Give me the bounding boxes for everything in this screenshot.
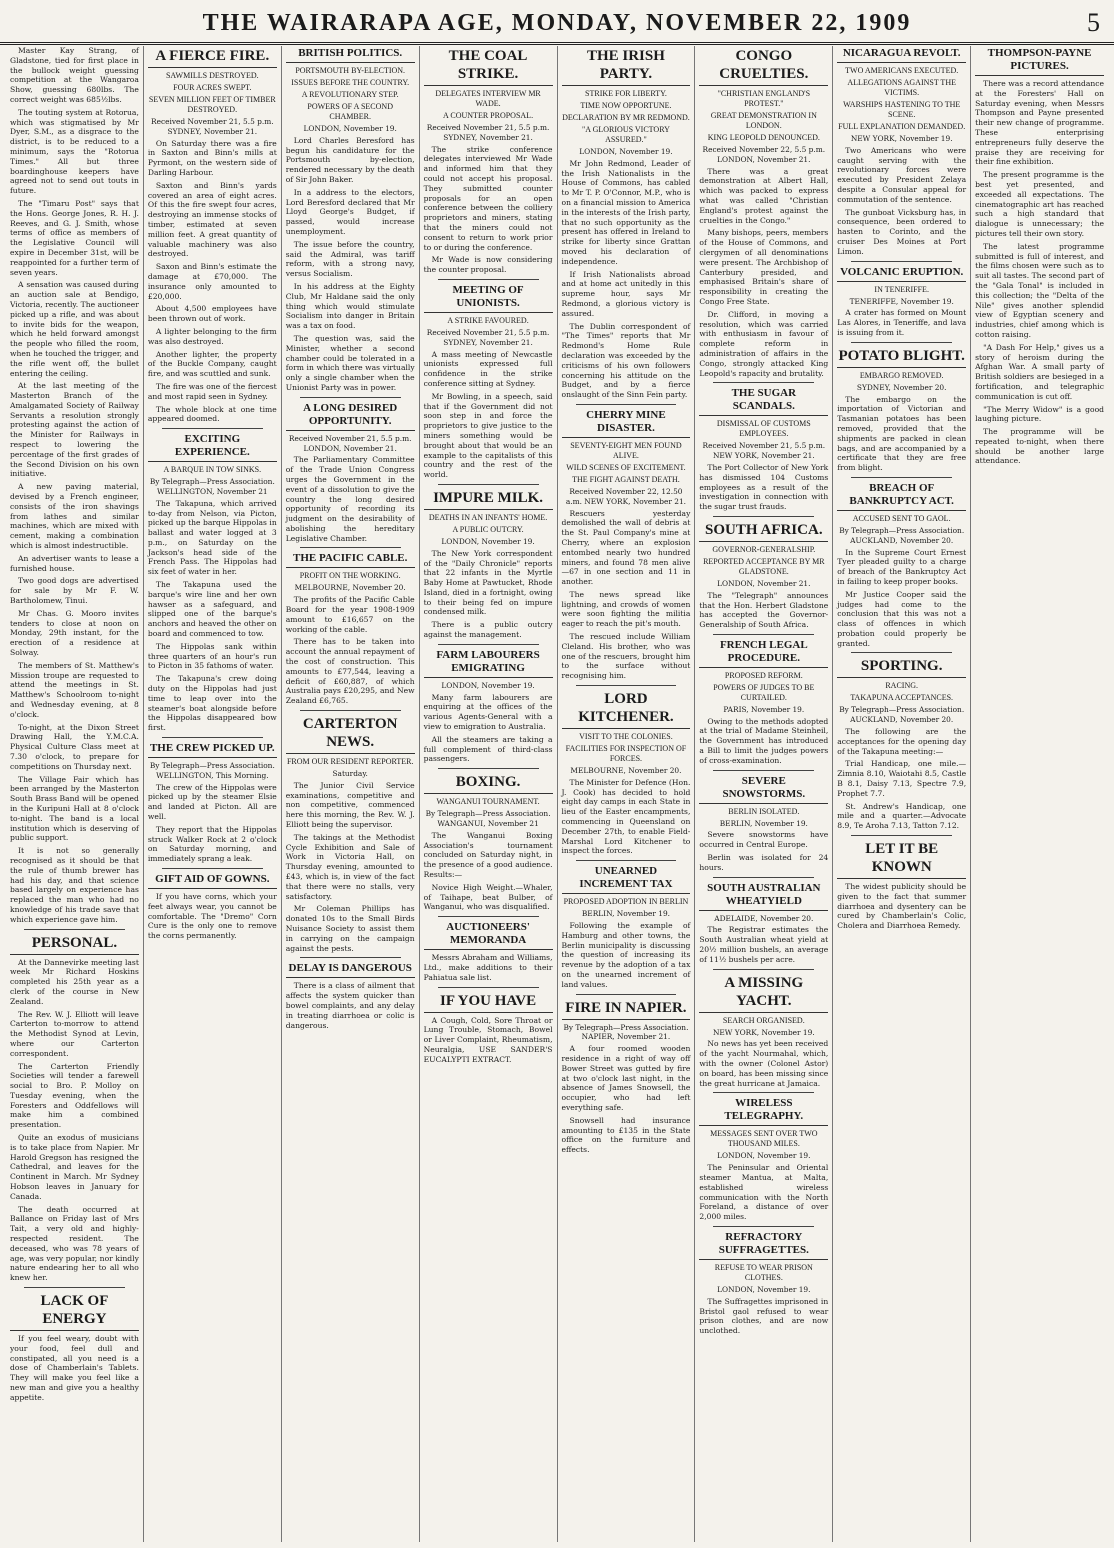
article xyxy=(424,992,553,1065)
article xyxy=(699,882,828,970)
article-paragraph: In his address at the Eighty Club, Mr Haldane said the only thing which would stimulate Socialism into danger in Britain was a tax on food. xyxy=(285,281,415,331)
article-subheading: SEARCH ORGANISED. xyxy=(722,1015,805,1025)
article-paragraph: The Carterton Friendly Societies will tender a farewell social to Bro. P. Molloy on Tuesday evening, when the Foresters and Oddfellows will make him a combined presentation. xyxy=(10,1061,139,1130)
article-paragraph: The crew of the Hippolas were picked up by the steamer Elsie and landed at Picton. All are well. xyxy=(147,782,277,822)
article-paragraph: The Takapuna used the barque's wire line and her own hawser as a safeguard, and slipped one of the barque's anchors and heaved the other on board and commenced to tow. xyxy=(147,580,277,639)
article xyxy=(424,47,553,280)
article xyxy=(699,639,828,771)
article-subheading: PROPOSED REFORM. xyxy=(724,670,803,680)
article-paragraph: On Saturday there was a fire in Saxton and Binn's mills at Pyrmont, on the western side of Darling Harbour. xyxy=(147,138,277,177)
article-dateline: Received November 21, 5.5 p.m. SYDNEY, November 21. xyxy=(426,327,550,347)
article-heading: FARM LABOURERS EMIGRATING xyxy=(424,649,553,678)
article-dateline: Received November 21, 5.5 p.m. LONDON, November 21. xyxy=(288,433,412,453)
section-divider xyxy=(851,652,952,653)
article-subheading: STRIKE FOR LIBERTY. xyxy=(585,89,667,98)
article-heading: CONGO CRUELTIES. xyxy=(699,47,828,86)
article-paragraph: The Dublin correspondent of "The Times" reports that Mr Redmond's Home Rule declaration was exceeded by the criticisms of his own followers concerning his attitude on the Budget, and by a fierce onslaught of the Sinn Fein party. xyxy=(561,321,691,400)
article-subheading: VISIT TO THE COLONIES. xyxy=(579,732,673,742)
article-subheading: A PUBLIC OUTCRY. xyxy=(452,524,524,534)
article-heading: SOUTH AFRICA. xyxy=(699,521,828,542)
article-subheading: GREAT DEMONSTRATION IN LONDON. xyxy=(710,111,817,130)
article-subheading: FULL EXPLANATION DEMANDED. xyxy=(838,122,966,131)
article-subheading: ALLEGATIONS AGAINST THE VICTIMS. xyxy=(847,78,956,97)
column-5 xyxy=(557,46,695,1542)
article-paragraph: Mr Coleman Phillips has donated 10s to the Small Birds Nuisance Society to assist them in carrying on the campaign against the pests. xyxy=(285,904,415,953)
article xyxy=(286,552,415,711)
article-paragraph: All the steamers are taking a full complement of third-class passengers. xyxy=(423,734,553,764)
article xyxy=(562,999,691,1155)
article-paragraph: An advertiser wants to lease a furnished house. xyxy=(10,553,139,573)
article xyxy=(699,47,828,383)
article-heading: CARTERTON NEWS. xyxy=(286,715,415,754)
article-heading: GIFT AID OF GOWNS. xyxy=(148,873,277,889)
article-paragraph: The "Telegraph" announces that the Hon. Herbert Gladstone has accepted the Governor-Generalship of South Africa. xyxy=(699,590,829,630)
article-paragraph: The strike conference delegates interviewed Mr Wade and informed him that they could not accept his proposal. They submitted counter proposals for an open conference between the colliery proprietors and miners, stating that the miners could not consent to return to work prior to or during the conference. xyxy=(423,144,553,252)
article-paragraph: In the Supreme Court Ernest Tyer pleaded guilty to a charge of breach of the Bankruptcy Act in failing to keep proper books. xyxy=(837,547,967,586)
article-paragraph: The programme will be repeated to-night, when there should be another large attendance. xyxy=(975,427,1104,466)
article-subheading: DECLARATION BY MR REDMOND. xyxy=(562,113,690,122)
article-subheading: DEATHS IN AN INFANTS' HOME. xyxy=(428,512,548,522)
article xyxy=(562,690,691,861)
section-divider xyxy=(438,644,539,645)
article-paragraph: The issue before the country, said the Admiral, was tariff reform, with a strong navy, versus Socialism. xyxy=(285,239,415,279)
article-heading: THE SUGAR SCANDALS. xyxy=(699,387,828,416)
article-subheading: TAKAPUNA ACCEPTANCES. xyxy=(850,693,954,703)
section-divider xyxy=(162,737,263,738)
article-paragraph: The Takapuna, which arrived to-day from Nelson, via Picton, picked up the barque Hippolas in ballast and water logged at 3 p.m., on Saturday on the Jackson's head side of the French Pass. The Hippolas had six feet of water in her. xyxy=(147,498,277,577)
section-divider xyxy=(576,860,677,861)
article-paragraph: The fire was one of the fiercest and most rapid seen in Sydney. xyxy=(147,381,277,401)
column-4 xyxy=(419,46,557,1542)
article-paragraph: Severe snowstorms have occurred in Central Europe. xyxy=(699,830,829,850)
article-paragraph: Two good dogs are advertised for sale by Mr F. W. Bartholomew, Tinui. xyxy=(10,576,139,606)
section-divider xyxy=(713,877,814,878)
article-paragraph: The news spread like lightning, and crowds of women were soon fighting the militia eager to reach the pit's mouth. xyxy=(561,589,691,629)
article-paragraph: There has to be taken into account the annual repayment of the cost of construction. This amounts to £77,544, leaving a deficit of £60,887, of which Australia pays £20,295, and New Zealand £6,765. xyxy=(285,637,415,706)
article xyxy=(699,1231,828,1336)
article-subheading: REFUSE TO WEAR PRISON CLOTHES. xyxy=(714,1263,813,1282)
article-heading: A MISSING YACHT. xyxy=(699,974,828,1013)
section-divider xyxy=(438,279,539,280)
article-paragraph: A crater has formed on Mount Las Alores, in Teneriffe, and lava is issuing from it. xyxy=(837,308,967,337)
article-paragraph: Novice High Weight.—Whaler, of Taihape, beat Bulber, of Wanganui, who was disqualified. xyxy=(423,882,553,912)
article-heading: AUCTIONEERS' MEMORANDA xyxy=(424,921,553,950)
article-paragraph: Saxon and Binn's estimate the damage at £70,000. The insurance only amounted to £20,000. xyxy=(147,262,277,301)
article-paragraph: The embargo on the importation of Victorian and Tasmanian potatoes has been removed, provided that the shipments are packed in clean bags, and are accompanied by a certificate that they are free from blight. xyxy=(837,394,967,473)
article-heading: A FIERCE FIRE. xyxy=(148,47,277,68)
article-heading: UNEARNED INCREMENT TAX xyxy=(562,865,691,894)
article-subheading: KING LEOPOLD DENOUNCED. xyxy=(707,133,820,142)
article-dateline: MELBOURNE, November 20. xyxy=(294,583,406,593)
column-3 xyxy=(281,46,419,1542)
article-dateline: By Telegraph—Press Association. WELLINGTON, November 21 xyxy=(149,477,275,496)
article-paragraph: At the last meeting of the Masterton Branch of the Amalgamated Society of Railway Servants a resolution strongly protesting against the action of the Minister for Railways in respect to lowering the percentage of the first grades of the Second Division on his own initiative. xyxy=(10,381,139,479)
article xyxy=(699,974,828,1094)
article-dateline: LONDON, November 21. xyxy=(717,578,811,588)
article-dateline: Received November 22, 12.50 a.m. NEW YORK, November 21. xyxy=(565,486,687,506)
masthead xyxy=(0,0,1114,45)
article-heading: THE IRISH PARTY. xyxy=(562,47,691,86)
article-paragraph: A new paving material, devised by a French engineer, consists of the iron shavings from lathes and similar machines, which are mixed with cement, making a combination which is almost indestructible. xyxy=(10,482,139,551)
article-subheading: A COUNTER PROPOSAL. xyxy=(443,111,534,120)
article-paragraph: Mr Chas. G. Mooro invites tenders to close at noon on Monday, 29th instant, for the erection of a residence at Solway. xyxy=(10,608,139,658)
article-paragraph: The following are the acceptances for the opening day of the Takapuna meeting:— xyxy=(837,727,967,756)
article-heading: PERSONAL. xyxy=(10,934,139,955)
article-paragraph: A Cough, Cold, Sore Throat or Lung Trouble, Stomach, Bowel or Liver Complaint, Rheumatism, Neuralgia, USE SANDER'S EUCALYPTI EXTRACT. xyxy=(423,1015,553,1064)
article-subheading: POWERS OF A SECOND CHAMBER. xyxy=(307,102,393,121)
article xyxy=(699,1097,828,1227)
article-paragraph: The New York correspondent of the "Daily Chronicle" reports that 22 infants in the Myrtle Baby Home at Pawtucket, Rhode Island, died in a fortnight, owing to their being fed on impure condensed milk. xyxy=(423,548,553,617)
section-divider xyxy=(851,477,952,478)
article xyxy=(699,775,828,878)
article-paragraph: The members of St. Matthew's Mission troupe are requested to attend the meetings in St. Matthew's Schoolroom to-night and Wednesday evening, at 8 o'clock. xyxy=(10,660,139,719)
article-dateline: ADELAIDE, November 20. xyxy=(714,913,814,923)
article-paragraph: The takings at the Methodist Cycle Exhibition and Sale of Work in Victoria Hall, on Thursday evening, amounted to £43, which is, in view of the fact that there were no stalls, very satisfactory. xyxy=(285,832,415,901)
article xyxy=(699,387,828,517)
section-divider xyxy=(162,868,263,869)
page-number: 5 xyxy=(1087,8,1100,37)
section-divider xyxy=(713,1092,814,1093)
section-divider xyxy=(438,484,539,485)
article-paragraph: About 4,500 employees have been thrown out of work. xyxy=(147,304,277,324)
article-paragraph: It is not so generally recognised as it should be that the rule of thumb brewer has had his day, and that science based largely on experience has replaced the man who had no knowledge of his trade save that which experience gave him. xyxy=(10,846,139,924)
article-paragraph: No news has yet been received of the yacht Nourmahal, which, with the owner (Colonel Astor) on board, has been missing since the great hurricane at Jamaica. xyxy=(699,1039,829,1088)
section-divider xyxy=(438,987,539,988)
article-paragraph: The Peninsular and Oriental steamer Mantua, at Malta, established wireless communication with the North Foreland, a distance of over 2,000 miles. xyxy=(699,1163,829,1222)
article-subheading: RACING. xyxy=(885,681,919,691)
article-paragraph: A mass meeting of Newcastle unionists expressed full confidence in the strike conference sitting at Sydney. xyxy=(423,349,553,388)
article-dateline: By Telegraph—Press Association. NAPIER, November 21. xyxy=(563,1022,689,1042)
section-divider xyxy=(300,957,401,958)
article-subheading: A STRIKE FAVOURED. xyxy=(447,315,529,325)
article-dateline: By Telegraph—Press Association. AUCKLAND, November 20. xyxy=(839,525,965,545)
article xyxy=(424,921,553,987)
article xyxy=(10,934,139,1289)
section-divider xyxy=(851,835,952,836)
section-divider xyxy=(300,547,401,548)
article-subheading: FACILITIES FOR INSPECTION OF FORCES. xyxy=(565,744,687,764)
article-subheading: PROFIT ON THE WORKING. xyxy=(299,571,401,581)
article-paragraph: "A Dash For Help," gives us a story of heroism during the Afghan War. A small party of British soldiers are besieged in a fortification, and telegraphic communication is cut off. xyxy=(975,342,1104,401)
article-heading: NICARAGUA REVOLT. xyxy=(837,47,966,63)
article-paragraph: There is a public outcry against the management. xyxy=(423,620,553,640)
article-paragraph: A four roomed wooden residence in a right of way off Bower Street was gutted by fire at two o'clock last night, in the absence of James Snowsell, the occupier, who had left everything safe. xyxy=(561,1044,691,1112)
article-heading: THE CREW PICKED UP. xyxy=(148,742,277,758)
article-paragraph: Many farm labourers are enquiring at the offices of the various Agents-General with a view to emigration to Australia. xyxy=(423,692,553,732)
section-divider xyxy=(576,994,677,995)
article-paragraph: Messrs Abraham and Williams, Ltd., make additions to their Pahiatua sale list. xyxy=(423,953,553,982)
article-dateline: Received November 21, 5.5 p.m. SYDNEY, November 21. xyxy=(426,123,550,142)
article-paragraph: The Registrar estimates the South Australian wheat yield at 20½ million bushels, an average of 11½ bushels per acre. xyxy=(699,925,829,964)
article-dateline: LONDON, November 19. xyxy=(717,1285,811,1294)
article-dateline: LONDON, November 19. xyxy=(441,680,535,690)
article-subheading: TWO AMERICANS EXECUTED. xyxy=(845,66,959,75)
article xyxy=(699,521,828,635)
article-subheading: WANGANUI TOURNAMENT. xyxy=(436,797,540,807)
article-heading: CHERRY MINE DISASTER. xyxy=(562,409,691,438)
article-paragraph: Two Americans who were caught serving with the revolutionary forces were executed by President Zelaya despite a Consular appeal for commutation of the sentence. xyxy=(837,145,967,204)
article-paragraph: Following the example of Hamburg and other towns, the Berlin municipality is discussing the question of increasing its revenue by the adoption of a tax on the unearned increment of land values. xyxy=(561,921,691,989)
article-subheading: WILD SCENES OF EXCITEMENT. xyxy=(566,462,686,472)
article-paragraph: To-night, at the Dixon Street Drawing Hall, the Y.M.C.A. Physical Culture Class meet at 7.30 o'clock, to prepare for competitions on Thursday next. xyxy=(10,722,139,771)
section-divider xyxy=(713,382,814,383)
article xyxy=(424,649,553,769)
article-paragraph: At the Dannevirke meeting last week Mr Richard Hoskins completed his 25th year as a clerk of the course in New Zealand. xyxy=(10,957,139,1006)
article xyxy=(10,1292,139,1403)
article-subheading: ISSUES BEFORE THE COUNTRY. xyxy=(291,78,410,87)
article-paragraph: Mr Bowling, in a speech, said that if the Government did not soon step in and force the proprietors to give justice to the miners something would be brought about that would be an example to the capitalists of this country and the rest of the world. xyxy=(423,391,553,480)
article-dateline: Saturday. xyxy=(332,769,368,779)
article-paragraph: There was a record attendance at the Foresters' Hall on Saturday evening, when Messrs Thompson and Payne presented their new change of programme. These enterprising entrepreneurs fully deserve the praise they are receiving for their fine exhibition. xyxy=(975,79,1104,167)
article-heading: VOLCANIC ERUPTION. xyxy=(837,266,966,282)
article-paragraph: Snowsell had insurance amounting to £135 in the State office on the furniture and effects. xyxy=(561,1115,691,1155)
column-6 xyxy=(694,46,832,1542)
section-divider xyxy=(438,916,539,917)
article-paragraph: The rescued include William Cleland. His brother, who was one of the rescuers, brought him to the surface without recognising him. xyxy=(561,632,691,681)
article-paragraph: There was a great demonstration at Albert Hall, which was packed to express what was called "Christian England's protest against the cruelties in the Congo." xyxy=(699,166,829,225)
article xyxy=(837,347,966,478)
article-subheading: REPORTED ACCEPTANCE BY MR GLADSTONE. xyxy=(703,556,825,576)
article-paragraph: The Hippolas sank within three quarters of an hour's run to Picton in 35 fathoms of water. xyxy=(147,641,277,671)
article-paragraph: The Village Fair which has been arranged by the Masterton South Brass Band will be opened in the Kuripuni Hall at 8 o'clock to-night. The band is a local institution which is deserving of public support. xyxy=(10,774,139,843)
article-paragraph: Berlin was isolated for 24 hours. xyxy=(699,853,829,872)
article-subheading: PORTSMOUTH BY-ELECTION. xyxy=(295,66,406,75)
article-heading: MEETING OF UNIONISTS. xyxy=(424,284,553,313)
article-paragraph: If you feel weary, doubt with your food, feel dull and constipated, all you need is a dose of Chamberlain's Tablets. They will make you feel like a new man and give you a healthy appetite. xyxy=(10,1334,139,1402)
article-paragraph: Rescuers yesterday demolished the wall of debris at the St. Paul Company's mine at Cherry, where an explosion entombed nearly two hundred miners, and found 78 men alive—67 in one section and 11 in another. xyxy=(561,508,691,587)
article-heading: SPORTING. xyxy=(837,657,966,678)
article-paragraph: Dr. Clifford, in moving a resolution, which was carried with enthusiasm in favour of complete reform in administration of affairs in the Congo, strongly attacked King Leopold's rapacity and brutality. xyxy=(699,309,829,378)
column-1 xyxy=(6,46,143,1542)
article-paragraph: The Takapuna's crew doing duty on the Hippolas had just time to leap over into the steamer's boat alongside before the Hippolas disappeared bow first. xyxy=(147,674,277,733)
article-heading: LORD KITCHENER. xyxy=(562,690,691,729)
article-paragraph: Trial Handicap, one mile.—Zimnia 8.10, Waiotahi 8.5, Castle B 8.1, Daisy 7.13, Spectre 7.9, Prophet 7.7. xyxy=(837,759,967,798)
article-paragraph: The present programme is the best yet presented, and exceeded all expectations. The cinematographic art has reached such a high standard that dialogue is unnecessary; the pictures tell their own story. xyxy=(975,170,1104,238)
article-paragraph: The touting system at Rotorua, which was stigmatised by Mr Dyer, S.M., as a disgrace to the district, is to be reduced to a minimum, says the "Rotorua Times." All but three boardinghouse keepers have agreed not to send out touts in future. xyxy=(10,107,139,196)
article-dateline: BERLIN, November 19. xyxy=(719,818,808,828)
article-heading: FIRE IN NAPIER. xyxy=(562,999,691,1020)
article-subheading: THE FIGHT AGAINST DEATH. xyxy=(572,474,680,484)
section-divider xyxy=(576,404,677,405)
section-divider xyxy=(576,685,677,686)
article-subheading: "A GLORIOUS VICTORY ASSURED." xyxy=(582,125,670,144)
article-paragraph: The "Timaru Post" says that the Hons. George Jones, R. H. J. Reeves, and G. J. Smith, whose terms of office as members of the Legislative Council will expire in December 31st, will be reappointed for a further term of seven years. xyxy=(10,198,139,277)
article-paragraph: Another lighter, the property of the Buckle Company, caught fire, and was scuttled and sunk. xyxy=(147,349,277,379)
article-dateline: NEW YORK, November 19. xyxy=(712,1027,815,1037)
article-heading: BRITISH POLITICS. xyxy=(286,47,415,63)
article-paragraph: Saxton and Binn's yards covered an area of eight acres. Of this the fire swept four acres, destroying an immense stocks of timber, estimated at seven million feet. A great quantity of valuable machinery was also destroyed. xyxy=(147,180,277,259)
article xyxy=(148,873,277,941)
article-subheading: A REVOLUTIONARY STEP. xyxy=(301,90,399,99)
article-heading: SOUTH AUSTRALIAN WHEATYIELD xyxy=(699,882,828,911)
section-divider xyxy=(24,929,125,930)
article-paragraph: The widest publicity should be given to the fact that summer diarrhoea and dysentery can be cured by Chamberlain's Colic, Cholera and Diarrhoea Remedy. xyxy=(837,882,967,931)
article-dateline: PARIS, November 19. xyxy=(723,704,805,714)
article-dateline: MELBOURNE, November 20. xyxy=(570,766,682,776)
section-divider xyxy=(713,770,814,771)
article-subheading: SEVEN MILLION FEET OF TIMBER DESTROYED. xyxy=(148,95,276,114)
article-subheading: FOUR ACRES SWEPT. xyxy=(173,83,252,92)
article xyxy=(837,482,966,654)
article-paragraph: A lighter belonging to the firm was also destroyed. xyxy=(147,326,277,346)
article-subheading: "CHRISTIAN ENGLAND'S PROTEST." xyxy=(717,89,811,108)
article-heading: FRENCH LEGAL PROCEDURE. xyxy=(699,639,828,668)
article xyxy=(837,47,966,262)
article-paragraph: If you have corns, which your feet always wear, you cannot be comfortable. The "Dremo" Corn Cure is the only one to remove the corns permanently. xyxy=(147,892,277,941)
article-dateline: Received November 21, 5.5 p.m. NEW YORK, November 21. xyxy=(702,441,826,461)
column-7 xyxy=(832,46,970,1542)
section-divider xyxy=(24,1287,125,1288)
article-subheading: SEVENTY-EIGHT MEN FOUND ALIVE. xyxy=(570,440,682,460)
article-heading: THOMPSON-PAYNE PICTURES. xyxy=(975,47,1104,76)
article-subheading: EMBARGO REMOVED. xyxy=(859,370,944,380)
article-heading: IMPURE MILK. xyxy=(424,489,553,510)
article xyxy=(837,266,966,343)
article-dateline: BERLIN, November 19. xyxy=(581,909,670,919)
article-paragraph: "The Merry Widow" is a good laughing picture. xyxy=(975,404,1104,424)
article-paragraph: The Parliamentary Committee of the Trade Union Congress urges the Government in the event of a dissolution to give the country the long desired opportunity of recording its judgment on the desirability of abolishing the hereditary Legislative Chamber. xyxy=(285,455,415,543)
article-subheading: IN TENERIFFE. xyxy=(874,284,929,294)
article-subheading: FROM OUR RESIDENT REPORTER. xyxy=(286,757,414,767)
article-dateline: LONDON, November 19. xyxy=(579,147,673,156)
masthead-title: THE WAIRARAPA AGE, MONDAY, NOVEMBER 22, 1909 xyxy=(202,10,912,36)
article-heading: WIRELESS TELEGRAPHY. xyxy=(699,1097,828,1126)
article xyxy=(837,840,966,931)
article xyxy=(148,433,277,738)
article-subheading: ACCUSED SENT TO GAOL. xyxy=(852,513,951,523)
article-paragraph: Mr John Redmond, Leader of the Irish Nationalists in the House of Commons, has cabled to Mr T. P. O'Connor, M.P., who is on a financial mission to America in the interests of the Irish party, that no such opportunity as the present has offered in Ireland to strike for liberty since Grattan moved his declaration of independence. xyxy=(561,158,691,266)
article xyxy=(148,47,277,429)
article-dateline: By Telegraph—Press Association. WELLINGTON, This Morning. xyxy=(149,761,275,780)
article-subheading: SAWMILLS DESTROYED. xyxy=(165,71,259,80)
article xyxy=(10,46,139,930)
article-heading: BOXING. xyxy=(424,773,553,794)
article-paragraph: Lord Charles Beresford has begun his candidature for the Portsmouth by-election, rendered necessary by the death of Sir John Baker. xyxy=(285,135,415,184)
article-paragraph: Many bishops, peers, members of the House of Commons, and clergymen of all denominations were present. The Archbishop of Canterbury presided, and emphasised Britain's share of responsibility in creating the Congo Free State. xyxy=(699,228,829,306)
article-paragraph: The question was, said the Minister, whether a second chamber could be tolerated in a form in which there was virtually only a single chamber when the Unionist Party was in power. xyxy=(285,333,415,392)
columns-container xyxy=(6,46,1108,1542)
article-paragraph: The Port Collector of New York has dismissed 104 Customs employees as a result of the investigation in connection with the sugar trust frauds. xyxy=(699,462,829,512)
article-paragraph: Mr Wade is now considering the counter proposal. xyxy=(423,255,553,275)
article-heading: LACK OF ENERGY xyxy=(10,1292,139,1331)
article-paragraph: The profits of the Pacific Cable Board for the year 1908-1909 amount to £16,657 on the working of the cable. xyxy=(285,595,415,634)
article xyxy=(286,715,415,958)
article-paragraph: The latest programme submitted is full of interest, and the films chosen were such as to suit all tastes. The second part of the "Gala Tonal" is included in this collection; the "Delta of the Nile" gives another splendid view of Egyptian scenery and industries, chief among which is cotton raising. xyxy=(975,241,1104,339)
section-divider xyxy=(713,969,814,970)
column-8 xyxy=(970,46,1108,1542)
article-dateline: By Telegraph—Press Association. WANGANUI, November 21 xyxy=(425,809,551,829)
article-paragraph: The whole block at one time appeared doomed. xyxy=(147,404,277,424)
article xyxy=(424,489,553,645)
article-heading: IF YOU HAVE xyxy=(424,992,553,1013)
article xyxy=(286,402,415,549)
article-heading: BREACH OF BANKRUPTCY ACT. xyxy=(837,482,966,511)
article-dateline: Received November 22, 5.5 p.m. LONDON, November 21. xyxy=(702,145,826,164)
article-paragraph: In a address to the electors, Lord Beresford declared that Mr Lloyd George's Budget, if passed, would increase unemployment. xyxy=(285,187,415,236)
article-paragraph: There is a class of ailment that affects the system quicker than bowel complaints, and any delay in treating diarrhoea or colic is dangerous. xyxy=(285,981,415,1030)
article-subheading: A BARQUE IN TOW SINKS. xyxy=(163,465,262,475)
section-divider xyxy=(162,428,263,429)
article-heading: REFRACTORY SUFFRAGETTES. xyxy=(699,1231,828,1260)
section-divider xyxy=(851,342,952,343)
article-paragraph: The death occurred at Ballance on Friday last of Mrs Tait, a very old and highly-respected resident. The deceased, who was 78 years of age, was very popular, nor kindly nature endearing her to all who knew her. xyxy=(10,1204,139,1283)
article xyxy=(286,47,415,398)
article-paragraph: They report that the Hippolas struck Walker Rock at 2 o'clock on Saturday morning, and immediately sprang a leak. xyxy=(147,824,277,864)
article-heading: LET IT BE KNOWN xyxy=(837,840,966,879)
article-heading: THE PACIFIC CABLE. xyxy=(286,552,415,568)
section-divider xyxy=(713,516,814,517)
article xyxy=(562,865,691,994)
article-paragraph: Mr Justice Cooper said the judges had come to the conclusion that this was not a class of offences in which probation could properly be granted. xyxy=(837,589,967,648)
article-subheading: WARSHIPS HASTENING TO THE SCENE. xyxy=(843,100,961,119)
article-heading: DELAY IS DANGEROUS xyxy=(286,962,415,978)
section-divider xyxy=(713,1226,814,1227)
article-paragraph: Master Kay Strang, of Gladstone, tied for first place in the bullock weight guessing competition at the Wangaroa Show, guessing 680lbs. The correct weight was 685½lbs. xyxy=(10,46,139,104)
article-heading: SEVERE SNOWSTORMS. xyxy=(699,775,828,804)
article-subheading: GOVERNOR-GENERALSHIP. xyxy=(712,544,816,554)
article-paragraph: If Irish Nationalists abroad and at home act unitedly in this supreme hour, says Mr Redmond, a glorious victory is assured. xyxy=(561,269,691,318)
article xyxy=(562,409,691,686)
section-divider xyxy=(851,261,952,262)
article-paragraph: The gunboat Vicksburg has, in consequence, been ordered to hasten to Corinto, and the cruiser Des Moines at Port Limon. xyxy=(837,207,967,256)
article xyxy=(424,284,553,485)
article-heading: A LONG DESIRED OPPORTUNITY. xyxy=(286,402,415,431)
section-divider xyxy=(438,768,539,769)
article-heading: THE COAL STRIKE. xyxy=(424,47,553,86)
article xyxy=(286,962,415,1030)
article-dateline: Received November 21, 5.5 p.m. SYDNEY, November 21. xyxy=(151,117,274,136)
article-heading: POTATO BLIGHT. xyxy=(837,347,966,368)
article-dateline: LONDON, November 19. xyxy=(717,1151,811,1161)
article xyxy=(975,47,1104,466)
article-paragraph: Quite an exodus of musicians is to take place from Napier. Mr Harold Gregson has resigned the Cathedral, and leaves for the Continent in March. Mr Sydney Hobson leaves in January for Canada. xyxy=(10,1133,139,1201)
article-paragraph: The Rev. W. J. Elliott will leave Carterton to-morrow to attend the Methodist Synod at Levin, where our Carterton correspondent. xyxy=(10,1009,139,1058)
article-subheading: MESSAGES SENT OVER TWO THOUSAND MILES. xyxy=(710,1129,818,1149)
article-subheading: BERLIN ISOLATED. xyxy=(728,806,800,816)
article-dateline: LONDON, November 19. xyxy=(441,536,535,546)
article xyxy=(424,773,553,917)
article-heading: EXCITING EXPERIENCE. xyxy=(148,433,277,462)
article-dateline: By Telegraph—Press Association. AUCKLAND, November 20. xyxy=(839,705,965,725)
section-divider xyxy=(300,710,401,711)
article-paragraph: Owing to the methods adopted at the trial of Madame Steinheil, the Government has introduced a Bill to limit the judges powers of cross-examination. xyxy=(699,716,829,765)
article-subheading: TIME NOW OPPORTUNE. xyxy=(580,101,672,110)
article-paragraph: St. Andrew's Handicap, one mile and a quarter.—Advocate 8.9, Te Aroha 7.13, Tatton 7.12. xyxy=(837,801,967,831)
article-dateline: SYDNEY, November 20. xyxy=(856,382,947,392)
article-paragraph: The Suffragettes imprisoned in Bristol gaol refused to wear prison clothes, and are now unclothed. xyxy=(699,1296,829,1336)
section-divider xyxy=(300,397,401,398)
article-paragraph: The Wanganui Boxing Association's tournament concluded on Saturday night, in the presence of a good audience. Results:— xyxy=(423,830,553,880)
section-divider xyxy=(713,634,814,635)
article-subheading: POWERS OF JUDGES TO BE CURTAILED. xyxy=(713,682,815,702)
article-dateline: TENERIFFE, November 19. xyxy=(849,296,954,306)
article-subheading: PROPOSED ADOPTION IN BERLIN xyxy=(563,897,689,907)
article-paragraph: A sensation was caused during an auction sale at Bendigo, Victoria, recently. The auctioneer picked up a rifle, and was about to invite bids for the weapon, which he held forward amongst the people who filled the room, when he touched the trigger, and the rifle went off, the bullet entering the ceiling. xyxy=(10,280,139,378)
column-2 xyxy=(143,46,281,1542)
article-paragraph: The Minister for Defence (Hon. J. Cook) has decided to hold eight day camps in each State in lieu of the Easter encampments, commencing in Queensland on December 27th, to enable Field-Marshal Lord Kitchener to inspect the forces. xyxy=(561,777,691,856)
article-dateline: NEW YORK, November 19. xyxy=(850,134,953,143)
article-paragraph: The Junior Civil Service examinations, competitive and non competitive, commenced here this morning, the Rev. W. J. Elliott being the supervisor. xyxy=(285,780,415,830)
article xyxy=(837,657,966,836)
article xyxy=(148,742,277,869)
article-dateline: LONDON, November 19. xyxy=(303,124,397,133)
article xyxy=(562,47,691,405)
article-subheading: DELEGATES INTERVIEW MR WADE. xyxy=(435,89,541,108)
article-subheading: DISMISSAL OF CUSTOMS EMPLOYEES. xyxy=(716,419,811,439)
